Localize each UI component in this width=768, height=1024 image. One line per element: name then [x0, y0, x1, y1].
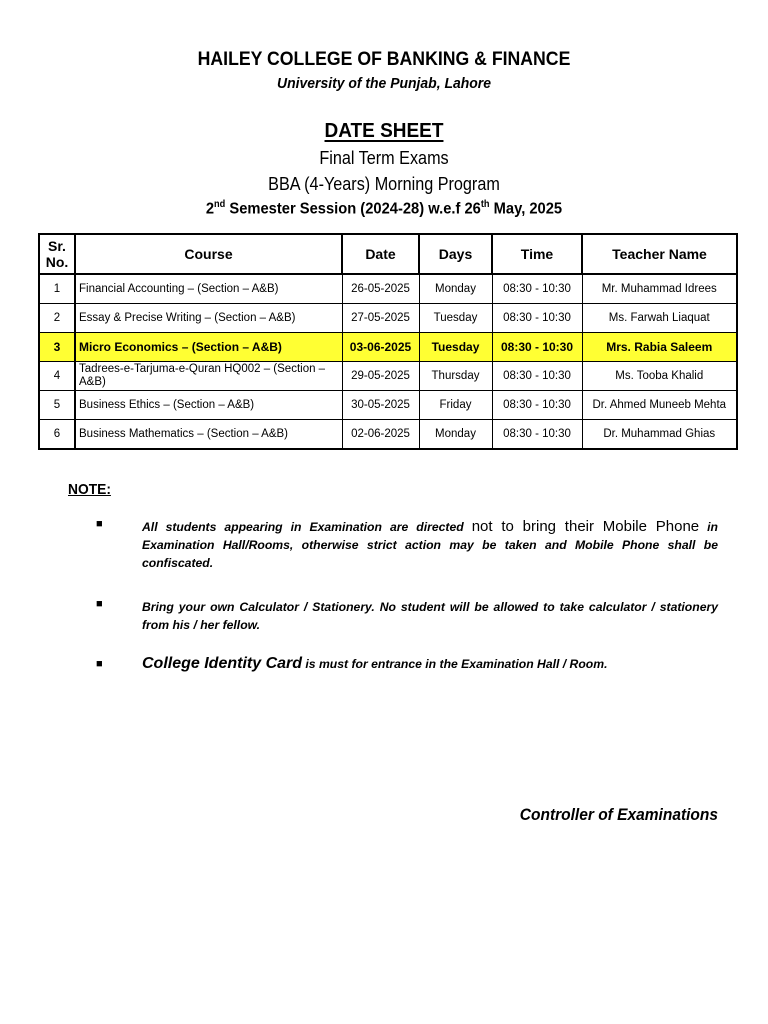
cell-time: 08:30 - 10:30 — [492, 362, 582, 391]
table-row-highlighted — [39, 333, 737, 362]
cell-sr: 3 — [39, 333, 75, 362]
note-1 — [142, 518, 718, 572]
table-header-row — [39, 234, 737, 274]
note-1-emphasis: not to bring their — [471, 518, 603, 535]
cell-time: 08:30 - 10:30 — [492, 333, 582, 362]
cell-teacher: Dr. Muhammad Ghias — [582, 420, 737, 450]
square-bullet-icon: ■ — [96, 658, 103, 670]
square-bullet-icon: ■ — [96, 518, 103, 530]
table-row — [39, 274, 737, 304]
cell-time: 08:30 - 10:30 — [492, 304, 582, 333]
date-suffix: th — [480, 199, 490, 210]
square-bullet-icon: ■ — [96, 598, 103, 610]
cell-course: Business Ethics – (Section – A&B) — [75, 391, 342, 420]
cell-day: Monday — [419, 420, 492, 450]
cell-sr: 4 — [39, 362, 75, 391]
note-1-rest: in Examination Hall/Rooms, otherwise strict action may be taken and Mobile Phone shall be confiscated. — [142, 520, 718, 570]
table-row — [39, 304, 737, 333]
cell-teacher: Dr. Ahmed Muneeb Mehta — [582, 391, 737, 420]
cell-sr: 6 — [39, 420, 75, 450]
exam-title: Final Term Exams — [319, 148, 449, 168]
cell-teacher: Ms. Tooba Khalid — [582, 362, 737, 391]
cell-date: 29-05-2025 — [342, 362, 419, 391]
college-name: HAILEY COLLEGE OF BANKING & FINANCE — [197, 49, 571, 70]
col-header-time: Time — [492, 234, 582, 274]
note-1-mobile-phone: Mobile Phone — [602, 518, 700, 535]
note-heading: NOTE: — [68, 481, 111, 498]
cell-teacher: Mr. Muhammad Idrees — [582, 274, 737, 304]
note-3 — [142, 655, 718, 673]
cell-course: Micro Economics – (Section – A&B) — [75, 333, 342, 362]
col-header-course: Course — [75, 234, 342, 274]
table-row — [39, 362, 737, 391]
date-sheet-table — [38, 233, 738, 450]
col-header-teacher: Teacher Name — [582, 234, 737, 274]
program-title: BBA (4-Years) Morning Program — [268, 174, 500, 194]
cell-day: Tuesday — [419, 333, 492, 362]
semester-number: 2 — [205, 200, 215, 218]
cell-course: Business Mathematics – (Section – A&B) — [75, 420, 342, 450]
semester-suffix: nd — [214, 199, 226, 210]
cell-sr: 2 — [39, 304, 75, 333]
note-1-text: All students appearing in Examination are directed — [142, 520, 472, 534]
cell-time: 08:30 - 10:30 — [492, 391, 582, 420]
cell-day: Friday — [419, 391, 492, 420]
cell-time: 08:30 - 10:30 — [492, 274, 582, 304]
cell-date: 30-05-2025 — [342, 391, 419, 420]
cell-date: 26-05-2025 — [342, 274, 419, 304]
semester-line — [31, 199, 738, 218]
semester-session: Semester Session (2024-28) w.e.f 26 — [225, 200, 481, 218]
col-header-date: Date — [342, 234, 419, 274]
cell-sr: 5 — [39, 391, 75, 420]
cell-day: Monday — [419, 274, 492, 304]
col-header-days: Days — [419, 234, 492, 274]
cell-course: Financial Accounting – (Section – A&B) — [75, 274, 342, 304]
document-title — [19, 120, 749, 143]
semester-month: May, 2025 — [489, 200, 563, 218]
note-3-emphasis: College Identity Card — [142, 655, 303, 672]
signatory: Controller of Examinations — [519, 806, 718, 824]
cell-date: 02-06-2025 — [342, 420, 419, 450]
cell-teacher: Mrs. Rabia Saleem — [582, 333, 737, 362]
table-row — [39, 391, 737, 420]
cell-sr: 1 — [39, 274, 75, 304]
note-2: Bring your own Calculator / Stationery. No student will be allowed to take calculator / stationery from his / her fellow. — [142, 600, 718, 632]
cell-time: 08:30 - 10:30 — [492, 420, 582, 450]
cell-teacher: Ms. Farwah Liaquat — [582, 304, 737, 333]
cell-course: Essay & Precise Writing – (Section – A&B) — [75, 304, 342, 333]
cell-date: 27-05-2025 — [342, 304, 419, 333]
table-row — [39, 420, 737, 450]
cell-day: Thursday — [419, 362, 492, 391]
document-title-text: DATE SHEET — [324, 120, 444, 142]
cell-course: Tadrees-e-Tarjuma-e-Quran HQ002 – (Section – A&B) — [75, 362, 342, 391]
note-3-text: is must for entrance in the Examination Hall / Room. — [302, 657, 608, 671]
university-name: University of the Punjab, Lahore — [277, 75, 491, 92]
cell-date: 03-06-2025 — [342, 333, 419, 362]
col-header-sr: Sr. No. — [39, 234, 75, 274]
cell-day: Tuesday — [419, 304, 492, 333]
